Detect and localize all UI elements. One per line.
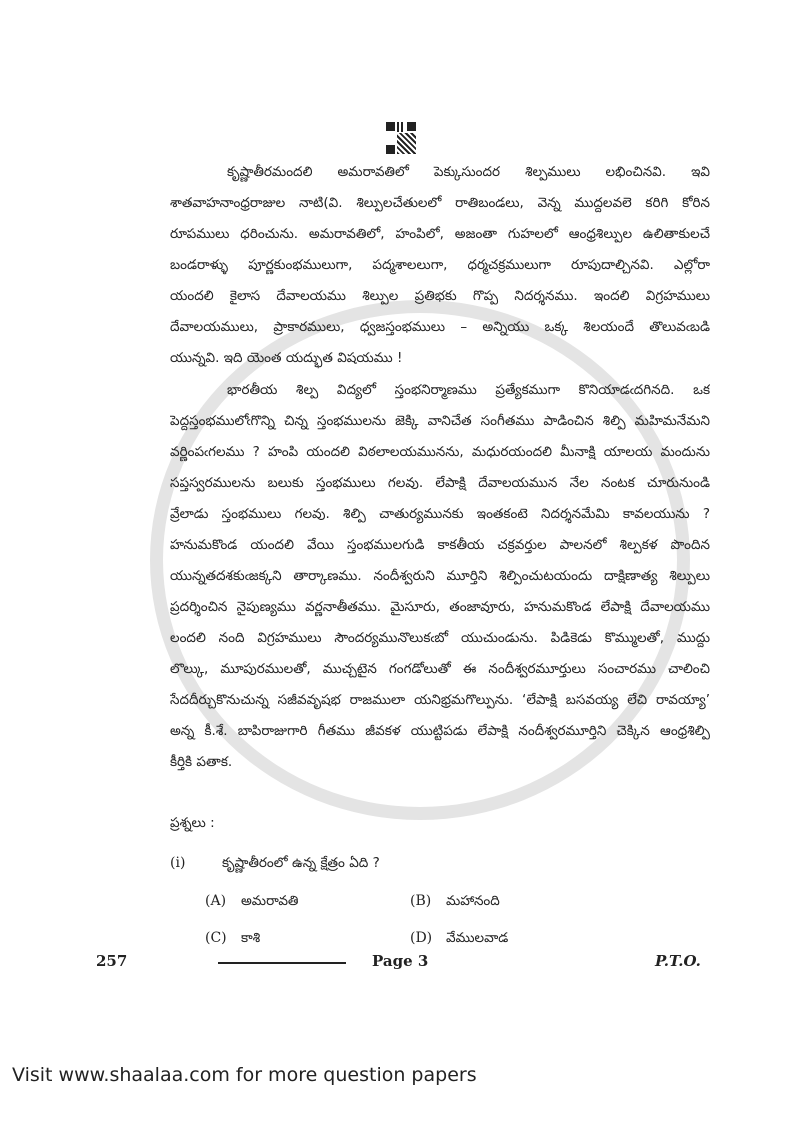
paragraph-2 <box>170 375 710 778</box>
question-text: కృష్ణాతీరంలో ఉన్న క్షేత్రం ఏది ? <box>222 855 380 871</box>
option-text: మహానంది <box>446 893 500 909</box>
promo-banner: Visit www.shaalaa.com for more question papers <box>12 1064 477 1086</box>
option-text: వేములవాడ <box>446 930 509 946</box>
footer-rule <box>218 962 346 964</box>
option-label: (B) <box>410 893 432 909</box>
paragraph-1 <box>170 157 710 374</box>
text-line: అన్న కీ.శే. బాపిరాజుగారి గీతము జీవకళ యుట్టిపడు లేపాక్షి నందీశ్వరమూర్తిని చెక్కిన ఆంధ్రశిల్పి <box>170 723 710 739</box>
text-line: పెద్దస్తంభములోఁగొన్ని చిన్న స్తంభములను జెక్కి వానిచేత సంగీతము పాడించిన శిల్పి మహిమనేమని <box>170 413 710 429</box>
option-a <box>205 893 298 912</box>
text-line: ప్రదర్శించిన నైపుణ్యము వర్ణనాతీతము. మైసూరు, తంజావూరు, హనుమకొండ లేపాక్షి దేవాలయము <box>170 599 710 615</box>
text-line: లొల్కు, మూపురములతో, ముచ్చటైన గంగడోలుతో ఈ నందీశ్వరమూర్తులు సంచారము చాలించి <box>170 661 710 677</box>
text-line: బండరాళ్ళు పూర్ణకుంభములుగా, పద్మశాలలుగా, ధర్మచక్రములుగా రూపుదాల్చినవి. ఎల్లోరా <box>170 257 710 273</box>
option-text: అమరావతి <box>241 893 299 909</box>
pto-label: P.T.O. <box>655 952 701 970</box>
text-line: యున్నవి. ఇది యెంత యద్భుత విషయము ! <box>170 350 403 366</box>
qr-code <box>386 122 416 154</box>
text-line: కీర్తికి పతాక. <box>170 754 233 770</box>
questions-heading: ప్రశ్నలు : <box>170 815 215 831</box>
text-line: దేవాలయములు, ప్రాకారములు, ధ్వజస్తంభములు – అన్నియు ఒక్క శిలయందే తొలువఁబడి <box>170 319 710 335</box>
option-b <box>410 893 500 912</box>
text-line: లందలి నంది విగ్రహములు సౌందర్యమునొలుకఁబో యుచుండును. పిడికెడు కొమ్ములతో, ముద్దు <box>170 630 710 646</box>
question-number: (i) <box>170 855 186 871</box>
option-text: కాశి <box>241 930 261 946</box>
text-line: సేదదీర్చుకొనుచున్న సజీవవృషభ రాజములా యనిభ్రమగొల్పును. ‘లేపాక్షి బసవయ్య లేచి రావయ్యా’ <box>170 692 710 708</box>
page-number: Page 3 <box>372 952 429 970</box>
text-line: రూపములు ధరించును. అమరావతిలో, హంపిలో, అజంతా గుహలలో ఆంధ్రశిల్పుల ఉలితాకులచే <box>170 226 710 242</box>
text-line: కృష్ణాతీరమందలి అమరావతిలో పెక్కుసుందర శిల్పములు లభించినవి. ఇవి <box>227 164 710 180</box>
option-label: (C) <box>205 930 227 946</box>
option-label: (D) <box>410 930 433 946</box>
text-line: యందలి కైలాస దేవాలయము శిల్పుల ప్రతిభకు గొప్ప నిదర్శనము. ఇందలి విగ్రహములు <box>170 288 710 304</box>
text-line: హనుమకొండ యందలి వేయి స్తంభములగుడి కాకతీయ చక్రవర్తుల పాలనలో శిల్పకళ పొందిన <box>170 537 710 553</box>
option-d <box>410 930 508 949</box>
text-line: శాతవాహనాంధ్రరాజుల నాటి(వి. శిల్పులచేతులలో రాతిబండలు, వెన్న ముద్దలవలె కరిగి కోరిన <box>170 195 710 211</box>
option-label: (A) <box>205 893 227 909</box>
text-line: సప్తస్వరములను బలుకు స్తంభములు గలవు. లేపాక్షి దేవాలయమున నేల నంటక చూరునుండి <box>170 475 710 491</box>
text-line: యున్నతదశకుఁజక్కని తార్కాణము. నందీశ్వరుని మూర్తిని శిల్పించుటయందు దాక్షిణాత్య శిల్పులు <box>170 568 710 584</box>
option-c <box>205 930 260 949</box>
text-line: వ్రేలాడు స్తంభములు గలవు. శిల్పి చాతుర్యమునకు ఇంతకంటె నిదర్శనమేమి కావలయును ? <box>170 506 710 522</box>
text-line: భారతీయ శిల్ప విద్యలో స్తంభనిర్మాణము ప్రత్యేకముగా కొనియాడఁదగినది. ఒక <box>227 382 710 398</box>
paper-code: 257 <box>96 952 128 970</box>
text-line: వర్ణింపఁగలము ? హంపి యందలి విఠలాలయమునను, మధురయందలి మీనాక్షి యాలయ మందును <box>170 444 710 460</box>
